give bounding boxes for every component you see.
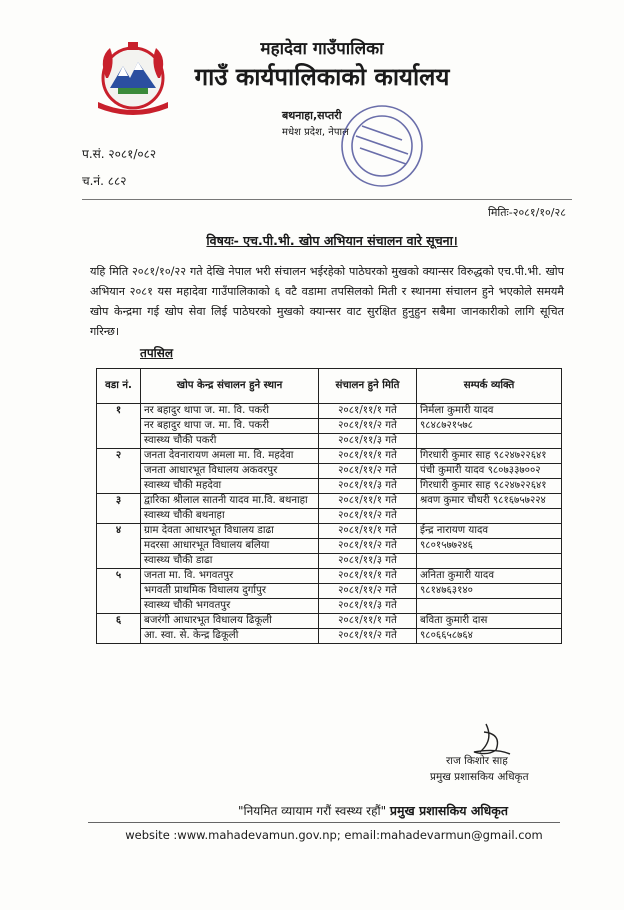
table-row [97,629,562,644]
contact-cell: पंची कुमारी यादव ९८०७३३७००२ [417,464,562,479]
office-name: महादेवा गाउँपालिका [260,39,384,59]
col-header-date: संचालन हुने मिति [319,369,417,404]
ward-number-cell: २ [97,449,141,494]
date-cell: २०८१/११/१ गते [319,449,417,464]
contact-cell: ९८०१५७७२४६ [417,539,562,554]
table-row [97,539,562,554]
col-header-place: खोप केन्द्र संचालन हुने स्थान [141,369,319,404]
contact-cell: बविता कुमारी दास [417,614,562,629]
office-province: मधेश प्रदेश, नेपाल [282,127,349,138]
table-row [97,554,562,569]
table-row [97,494,562,509]
place-cell: जनता आधारभूत विधालय अकवरपुर [141,464,319,479]
place-cell: नर बहादुर थापा ज. मा. वि. पकरी [141,404,319,419]
ward-number-cell: ५ [97,569,141,614]
contact-cell: ९८१४७६३१४० [417,584,562,599]
header-divider [82,199,572,200]
date-cell: २०८१/११/१ गते [319,404,417,419]
date-cell: २०८१/११/२ गते [319,629,417,644]
contact-cell [417,509,562,524]
patra-sankhya: प.सं. २०८१/०८२ [82,147,157,161]
place-cell: स्वास्थ्य चौकी भगवतपुर [141,599,319,614]
ward-number-cell: १ [97,404,141,449]
date-cell: २०८१/११/१ गते [319,524,417,539]
notice-body: यहि मिति २०८१/१०/२२ गते देखि नेपाल भरी संचालन भईरहेको पाठेघरको मुखको क्यान्सर विरुद्धको एच.पी.भी. खोप अभियान २०८१ यस महादेवा गाउँपालिकाको ६ वटै वडामा तपसिलको मिती र स्थानमा संचालन हुने भएकोले समयमै खोप केन्द्रमा गई खोप सेवा लिई पाठेघरको मुखको क्यान्सर वाट सुरक्षित हुनुहुन सबैमा जानकारीको लागि सूचित गरिन्छ। [90,265,564,338]
office-stamp-icon [336,96,428,192]
place-cell: बजरंगी आधारभूत विधालय ढिकूली [141,614,319,629]
place-cell: आ. स्वा. से. केन्द्र ढिकूली [141,629,319,644]
contact-cell [417,434,562,449]
table-row [97,524,562,539]
subject-line: विषयः- एच.पी.भी. खोप अभियान संचालन वारे सूचना। [206,233,458,248]
signatory-name: राज किशोर साह [446,755,508,767]
place-cell: स्वास्थ्य चौकी डाढा [141,554,319,569]
contact-cell: अनिता कुमारी यादव [417,569,562,584]
place-cell: द्वारिका श्रीलाल सातनी यादव मा.वि. बथनाहा [141,494,319,509]
date-cell: २०८१/११/१ गते [319,614,417,629]
col-header-ward: वडा नं. [97,369,141,404]
contact-cell: ९८४८७२१५७८ [417,419,562,434]
date-cell: २०८१/११/३ गते [319,599,417,614]
place-cell: स्वास्थ्य चौकी महदेवा [141,479,319,494]
date-cell: २०८१/११/२ गते [319,509,417,524]
col-header-contact: सम्पर्क व्यक्ति [417,369,562,404]
date-cell: २०८१/११/३ गते [319,434,417,449]
signature-scribble-icon [466,722,516,758]
contact-cell: ईन्द्र नारायण यादव [417,524,562,539]
ward-number-cell: ६ [97,614,141,644]
contact-cell [417,599,562,614]
contact-cell: गिरधारी कुमार साह ९८२४७२२६४१ [417,449,562,464]
ward-number-cell: ३ [97,494,141,524]
date-cell: २०८१/११/२ गते [319,419,417,434]
contact-cell: ९८०६६५८७६४ [417,629,562,644]
table-row [97,419,562,434]
contact-cell: गिरधारी कुमार साह ९८२४७२२६४१ [417,479,562,494]
footer-slogan [238,802,508,819]
table-row [97,569,562,584]
office-address: बथनाहा,सप्तरी [282,109,342,122]
place-cell: नर बहादुर थापा ज. मा. वि. पकरी [141,419,319,434]
ward-number-cell: ४ [97,524,141,569]
place-cell: स्वास्थ्य चौकी पकरी [141,434,319,449]
date-cell: २०८१/११/२ गते [319,464,417,479]
place-cell: भगवती प्राथमिक विधालय दुर्गापुर [141,584,319,599]
vaccination-schedule-table [96,368,562,644]
table-row [97,434,562,449]
table-row [97,509,562,524]
contact-cell [417,554,562,569]
date-cell: २०८१/११/३ गते [319,554,417,569]
table-header-row [97,369,562,404]
office-full-title: गाउँ कार्यपालिकाको कार्यालय [194,63,450,91]
table-row [97,599,562,614]
website-email-line: website :www.mahadevamun.gov.np; email:mahadevarmun@gmail.com [125,828,543,842]
place-cell: जनता मा. वि. भगवतपुर [141,569,319,584]
date-cell: २०८१/११/१ गते [319,569,417,584]
date-cell: २०८१/११/२ गते [319,539,417,554]
slogan-text: "नियमित व्यायाम गरौं स्वस्थ्य रहौं" [238,804,387,818]
footer-divider [88,822,560,823]
place-cell: स्वास्थ्य चौकी बथनाहा [141,509,319,524]
chalani-number: च.नं. ८८२ [82,174,127,188]
table-row [97,404,562,419]
table-row [97,464,562,479]
date-cell: २०८१/११/१ गते [319,494,417,509]
date-cell: २०८१/११/३ गते [319,479,417,494]
tapsil-heading: तपसिल [140,346,174,360]
place-cell: मदरसा आधारभूत विधालय बलिया [141,539,319,554]
date-cell: २०८१/११/२ गते [319,584,417,599]
place-cell: जनता देवनारायण अमला मा. वि. महदेवा [141,449,319,464]
signatory-title: प्रमुख प्रशासकिय अधिकृत [430,771,529,783]
table-row [97,449,562,464]
table-row [97,584,562,599]
slogan-title: प्रमुख प्रशासकिय अधिकृत [389,803,509,818]
contact-cell: निर्मला कुमारी यादव [417,404,562,419]
contact-cell: श्रवण कुमार चौधरी ९८१६७५७२२४ [417,494,562,509]
place-cell: ग्राम देवता आधारभूत विधालय डाढा [141,524,319,539]
table-row [97,614,562,629]
table-row [97,479,562,494]
letter-date: मितिः-२०८१/१०/२८ [488,206,566,219]
table-body [97,404,562,644]
